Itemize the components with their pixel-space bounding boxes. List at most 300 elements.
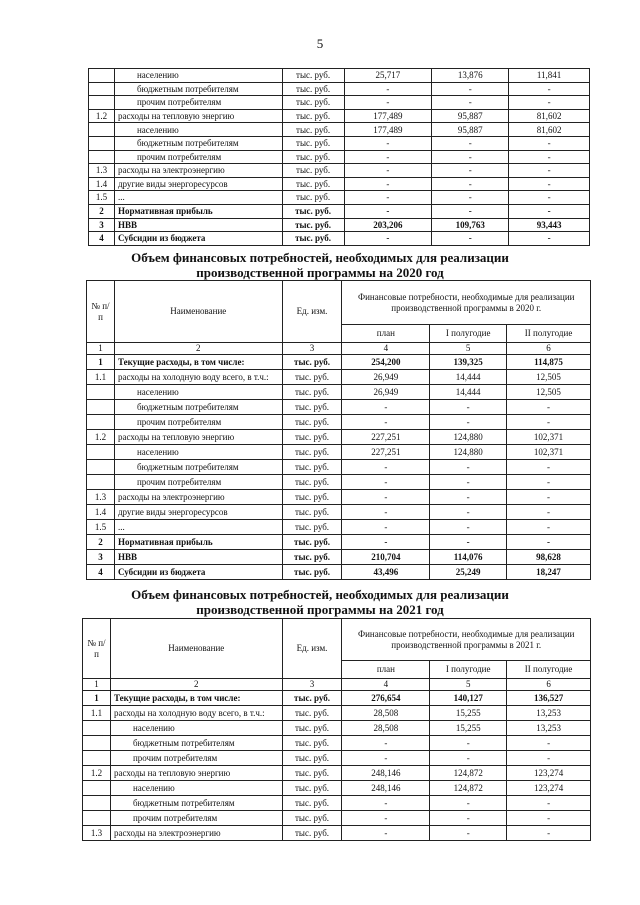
row-h2-cell: 12,505 xyxy=(507,370,591,385)
header-index: 3 xyxy=(282,343,342,355)
row-unit-cell: тыс. руб. xyxy=(282,766,342,781)
row-plan-cell: 203,206 xyxy=(344,218,432,232)
row-plan-cell: - xyxy=(344,204,432,218)
row-plan-cell: 177,489 xyxy=(344,123,432,137)
row-h1-cell: 139,325 xyxy=(430,355,507,370)
row-name-cell: ... xyxy=(114,520,282,535)
section-title-2021 xyxy=(0,587,640,617)
row-h1-cell: - xyxy=(432,232,509,246)
row-h1-cell: - xyxy=(430,736,507,751)
row-name-cell: расходы на тепловую энергию xyxy=(114,430,282,445)
header-h2: II полугодие xyxy=(507,325,591,343)
header-unit: Ед. изм. xyxy=(282,619,342,679)
row-unit-cell: тыс. руб. xyxy=(282,565,342,580)
row-h2-cell: 102,371 xyxy=(507,430,591,445)
header-h2: II полугодие xyxy=(507,661,591,679)
row-unit-cell: тыс. руб. xyxy=(282,475,342,490)
row-h1-cell: - xyxy=(432,82,509,96)
row-unit-cell: тыс. руб. xyxy=(282,177,344,191)
row-h1-cell: - xyxy=(432,204,509,218)
row-h2-cell: 81,602 xyxy=(509,109,590,123)
row-h2-cell: 13,253 xyxy=(507,721,591,736)
header-plan: план xyxy=(342,325,430,343)
row-number-cell: 1.4 xyxy=(87,505,115,520)
row-plan-cell: - xyxy=(342,415,430,430)
row-name-cell: прочим потребителям xyxy=(114,96,282,110)
row-h2-cell: - xyxy=(509,204,590,218)
table-row xyxy=(89,96,590,110)
row-h1-cell: - xyxy=(430,751,507,766)
header-num: № п/п xyxy=(87,281,115,343)
header-group: Финансовые потребности, необходимые для реализации производственной программы в 2021 г. xyxy=(342,619,591,661)
row-h2-cell: - xyxy=(509,191,590,205)
row-plan-cell: - xyxy=(342,811,430,826)
row-name-cell: прочим потребителям xyxy=(110,751,282,766)
row-h1-cell: - xyxy=(430,535,507,550)
row-number-cell xyxy=(87,400,115,415)
row-unit-cell: тыс. руб. xyxy=(282,82,344,96)
row-h1-cell: - xyxy=(430,460,507,475)
row-unit-cell: тыс. руб. xyxy=(282,355,342,370)
table-row xyxy=(87,550,591,565)
row-name-cell: расходы на холодную воду всего, в т.ч.: xyxy=(110,706,282,721)
row-name-cell: расходы на электроэнергию xyxy=(114,164,282,178)
row-h2-cell: 93,443 xyxy=(509,218,590,232)
row-h2-cell: 114,875 xyxy=(507,355,591,370)
row-number-cell xyxy=(87,460,115,475)
row-h1-cell: - xyxy=(432,136,509,150)
row-name-cell: Текущие расходы, в том числе: xyxy=(114,355,282,370)
row-plan-cell: 210,704 xyxy=(342,550,430,565)
row-name-cell: Субсидии из бюджета xyxy=(114,565,282,580)
row-h1-cell: 114,076 xyxy=(430,550,507,565)
table-row xyxy=(87,520,591,535)
table-row xyxy=(87,430,591,445)
row-h2-cell: 98,628 xyxy=(507,550,591,565)
row-unit-cell: тыс. руб. xyxy=(282,136,344,150)
row-h1-cell: - xyxy=(432,164,509,178)
header-index: 4 xyxy=(342,343,430,355)
row-unit-cell: тыс. руб. xyxy=(282,826,342,841)
row-number-cell: 1.3 xyxy=(83,826,111,841)
row-name-cell: населению xyxy=(110,781,282,796)
table-row xyxy=(89,82,590,96)
row-name-cell: бюджетным потребителям xyxy=(110,796,282,811)
row-unit-cell: тыс. руб. xyxy=(282,150,344,164)
header-index: 6 xyxy=(507,343,591,355)
table-row xyxy=(87,460,591,475)
row-plan-cell: - xyxy=(342,475,430,490)
row-name-cell: бюджетным потребителям xyxy=(110,736,282,751)
table-row xyxy=(89,204,590,218)
row-name-cell: Субсидии из бюджета xyxy=(114,232,282,246)
row-h1-cell: - xyxy=(432,177,509,191)
row-unit-cell: тыс. руб. xyxy=(282,490,342,505)
row-plan-cell: - xyxy=(344,177,432,191)
row-number-cell xyxy=(83,736,111,751)
row-name-cell: другие виды энергоресурсов xyxy=(114,505,282,520)
header-name: Наименование xyxy=(110,619,282,679)
row-h1-cell: - xyxy=(430,490,507,505)
header-h1: I полугодие xyxy=(430,661,507,679)
row-number-cell: 1.2 xyxy=(83,766,111,781)
row-h1-cell: 15,255 xyxy=(430,721,507,736)
header-group: Финансовые потребности, необходимые для реализации производственной программы в 2020 г. xyxy=(342,281,591,325)
row-unit-cell: тыс. руб. xyxy=(282,69,344,83)
row-h2-cell: - xyxy=(507,520,591,535)
table-row xyxy=(89,69,590,83)
row-h1-cell: - xyxy=(432,96,509,110)
row-h2-cell: 136,527 xyxy=(507,691,591,706)
table-row xyxy=(89,191,590,205)
row-number-cell: 1.2 xyxy=(89,109,115,123)
row-number-cell xyxy=(83,796,111,811)
row-number-cell xyxy=(89,136,115,150)
row-unit-cell: тыс. руб. xyxy=(282,123,344,137)
row-number-cell: 2 xyxy=(89,204,115,218)
row-h1-cell: 14,444 xyxy=(430,385,507,400)
table-row xyxy=(89,218,590,232)
row-name-cell: населению xyxy=(110,721,282,736)
row-h1-cell: - xyxy=(430,400,507,415)
table-row xyxy=(83,766,591,781)
row-name-cell: НВВ xyxy=(114,550,282,565)
row-h2-cell: - xyxy=(507,751,591,766)
table-row xyxy=(83,736,591,751)
row-h1-cell: - xyxy=(430,811,507,826)
row-name-cell: Нормативная прибыль xyxy=(114,204,282,218)
header-index: 1 xyxy=(87,343,115,355)
row-h1-cell: 13,876 xyxy=(432,69,509,83)
row-h2-cell: - xyxy=(507,826,591,841)
row-name-cell: бюджетным потребителям xyxy=(114,460,282,475)
row-unit-cell: тыс. руб. xyxy=(282,164,344,178)
row-number-cell xyxy=(89,82,115,96)
row-h1-cell: 14,444 xyxy=(430,370,507,385)
row-plan-cell: 43,496 xyxy=(342,565,430,580)
table-row xyxy=(87,370,591,385)
section-title-2020 xyxy=(0,250,640,280)
row-h1-cell: 140,127 xyxy=(430,691,507,706)
row-plan-cell: 177,489 xyxy=(344,109,432,123)
header-name: Наименование xyxy=(114,281,282,343)
header-index: 5 xyxy=(430,679,507,691)
row-h2-cell: - xyxy=(509,164,590,178)
row-unit-cell: тыс. руб. xyxy=(282,218,344,232)
row-unit-cell: тыс. руб. xyxy=(282,232,344,246)
row-h2-cell: 102,371 xyxy=(507,445,591,460)
table-row xyxy=(89,232,590,246)
row-h1-cell: 124,872 xyxy=(430,766,507,781)
table-row xyxy=(89,164,590,178)
row-h2-cell: 18,247 xyxy=(507,565,591,580)
row-h1-cell: - xyxy=(432,191,509,205)
row-plan-cell: 26,949 xyxy=(342,370,430,385)
row-h2-cell: - xyxy=(507,475,591,490)
table-row xyxy=(83,721,591,736)
table-row xyxy=(87,505,591,520)
row-unit-cell: тыс. руб. xyxy=(282,191,344,205)
row-plan-cell: - xyxy=(342,751,430,766)
row-unit-cell: тыс. руб. xyxy=(282,550,342,565)
row-plan-cell: - xyxy=(342,736,430,751)
row-h2-cell: - xyxy=(507,796,591,811)
row-unit-cell: тыс. руб. xyxy=(282,796,342,811)
table-row xyxy=(87,490,591,505)
header-index: 6 xyxy=(507,679,591,691)
row-unit-cell: тыс. руб. xyxy=(282,706,342,721)
row-number-cell xyxy=(83,721,111,736)
row-number-cell: 1.1 xyxy=(87,370,115,385)
row-h1-cell: - xyxy=(430,796,507,811)
row-h1-cell: - xyxy=(430,520,507,535)
row-h2-cell: - xyxy=(507,736,591,751)
row-plan-cell: - xyxy=(344,136,432,150)
header-plan: план xyxy=(342,661,430,679)
table-header xyxy=(83,619,591,691)
row-number-cell: 4 xyxy=(87,565,115,580)
row-h2-cell: - xyxy=(507,400,591,415)
row-name-cell: расходы на тепловую энергию xyxy=(114,109,282,123)
row-number-cell: 3 xyxy=(89,218,115,232)
table-row xyxy=(87,445,591,460)
row-unit-cell: тыс. руб. xyxy=(282,204,344,218)
row-unit-cell: тыс. руб. xyxy=(282,385,342,400)
table-row xyxy=(83,811,591,826)
row-h2-cell: - xyxy=(509,232,590,246)
row-name-cell: прочим потребителям xyxy=(114,150,282,164)
row-number-cell: 1.5 xyxy=(89,191,115,205)
header-index: 2 xyxy=(114,343,282,355)
row-h1-cell: 15,255 xyxy=(430,706,507,721)
row-h2-cell: - xyxy=(509,136,590,150)
table-row xyxy=(87,565,591,580)
table-row xyxy=(89,109,590,123)
row-name-cell: бюджетным потребителям xyxy=(114,82,282,96)
row-number-cell: 3 xyxy=(87,550,115,565)
row-plan-cell: - xyxy=(342,505,430,520)
row-plan-cell: 227,251 xyxy=(342,430,430,445)
row-plan-cell: - xyxy=(342,490,430,505)
header-num: № п/п xyxy=(83,619,111,679)
section-title-line: производственной программы на 2021 год xyxy=(196,602,444,617)
row-name-cell: расходы на электроэнергию xyxy=(114,490,282,505)
table-row xyxy=(89,150,590,164)
row-h2-cell: 12,505 xyxy=(507,385,591,400)
row-plan-cell: - xyxy=(344,232,432,246)
row-plan-cell: - xyxy=(344,82,432,96)
row-name-cell: прочим потребителям xyxy=(114,475,282,490)
row-number-cell xyxy=(89,96,115,110)
row-number-cell xyxy=(83,781,111,796)
row-plan-cell: - xyxy=(342,796,430,811)
row-h1-cell: - xyxy=(430,505,507,520)
table-2021 xyxy=(82,618,591,841)
row-number-cell: 1.4 xyxy=(89,177,115,191)
row-number-cell xyxy=(89,69,115,83)
row-plan-cell: 28,508 xyxy=(342,706,430,721)
row-plan-cell: - xyxy=(344,191,432,205)
row-plan-cell: 25,717 xyxy=(344,69,432,83)
row-unit-cell: тыс. руб. xyxy=(282,370,342,385)
row-plan-cell: - xyxy=(342,826,430,841)
row-h2-cell: - xyxy=(509,177,590,191)
page-number: 5 xyxy=(316,36,324,51)
table-row xyxy=(87,475,591,490)
row-name-cell: населению xyxy=(114,69,282,83)
row-plan-cell: - xyxy=(342,460,430,475)
table-body xyxy=(89,69,590,246)
header-unit: Ед. изм. xyxy=(282,281,342,343)
row-h1-cell: 95,887 xyxy=(432,123,509,137)
row-h1-cell: 124,872 xyxy=(430,781,507,796)
row-name-cell: населению xyxy=(114,445,282,460)
row-name-cell: расходы на тепловую энергию xyxy=(110,766,282,781)
row-h2-cell: - xyxy=(507,490,591,505)
row-unit-cell: тыс. руб. xyxy=(282,400,342,415)
row-unit-cell: тыс. руб. xyxy=(282,109,344,123)
table-2020 xyxy=(86,280,591,580)
row-unit-cell: тыс. руб. xyxy=(282,721,342,736)
table-row xyxy=(87,535,591,550)
row-number-cell: 1 xyxy=(87,355,115,370)
table-body xyxy=(83,691,591,841)
row-name-cell: другие виды энергоресурсов xyxy=(114,177,282,191)
table-row xyxy=(89,123,590,137)
row-plan-cell: - xyxy=(342,400,430,415)
row-unit-cell: тыс. руб. xyxy=(282,430,342,445)
table-row xyxy=(87,355,591,370)
table-row xyxy=(83,706,591,721)
header-index: 2 xyxy=(110,679,282,691)
row-plan-cell: - xyxy=(342,535,430,550)
row-unit-cell: тыс. руб. xyxy=(282,781,342,796)
row-name-cell: ... xyxy=(114,191,282,205)
row-plan-cell: 227,251 xyxy=(342,445,430,460)
table-header xyxy=(87,281,591,355)
row-plan-cell: 28,508 xyxy=(342,721,430,736)
table-row xyxy=(83,751,591,766)
row-unit-cell: тыс. руб. xyxy=(282,460,342,475)
table-row xyxy=(83,796,591,811)
row-h2-cell: - xyxy=(507,535,591,550)
row-plan-cell: 248,146 xyxy=(342,781,430,796)
row-name-cell: НВВ xyxy=(114,218,282,232)
row-number-cell: 1.2 xyxy=(87,430,115,445)
row-h2-cell: 123,274 xyxy=(507,766,591,781)
row-name-cell: бюджетным потребителям xyxy=(114,136,282,150)
row-unit-cell: тыс. руб. xyxy=(282,736,342,751)
row-h1-cell: - xyxy=(430,826,507,841)
row-h2-cell: - xyxy=(509,96,590,110)
table-row xyxy=(83,781,591,796)
row-unit-cell: тыс. руб. xyxy=(282,691,342,706)
row-number-cell: 1.5 xyxy=(87,520,115,535)
section-title-line: Объем финансовых потребностей, необходимых для реализации xyxy=(131,587,509,602)
row-name-cell: населению xyxy=(114,385,282,400)
row-number-cell xyxy=(89,123,115,137)
row-plan-cell: 248,146 xyxy=(342,766,430,781)
row-h1-cell: 124,880 xyxy=(430,430,507,445)
table-row xyxy=(87,400,591,415)
row-h2-cell: 13,253 xyxy=(507,706,591,721)
row-unit-cell: тыс. руб. xyxy=(282,415,342,430)
table-row xyxy=(87,415,591,430)
row-h2-cell: - xyxy=(507,811,591,826)
section-title-line: производственной программы на 2020 год xyxy=(196,265,444,280)
row-number-cell xyxy=(87,475,115,490)
table-row xyxy=(89,177,590,191)
row-number-cell: 1 xyxy=(83,691,111,706)
row-unit-cell: тыс. руб. xyxy=(282,535,342,550)
row-unit-cell: тыс. руб. xyxy=(282,520,342,535)
row-name-cell: бюджетным потребителям xyxy=(114,400,282,415)
row-number-cell xyxy=(87,385,115,400)
row-name-cell: населению xyxy=(114,123,282,137)
row-unit-cell: тыс. руб. xyxy=(282,96,344,110)
row-number-cell xyxy=(89,150,115,164)
row-name-cell: прочим потребителям xyxy=(114,415,282,430)
section-title-line: Объем финансовых потребностей, необходимых для реализации xyxy=(131,250,509,265)
row-number-cell: 1.3 xyxy=(87,490,115,505)
header-index: 5 xyxy=(430,343,507,355)
row-number-cell: 1.1 xyxy=(83,706,111,721)
row-unit-cell: тыс. руб. xyxy=(282,445,342,460)
header-index: 4 xyxy=(342,679,430,691)
row-number-cell: 2 xyxy=(87,535,115,550)
row-h2-cell: - xyxy=(509,150,590,164)
row-unit-cell: тыс. руб. xyxy=(282,811,342,826)
row-unit-cell: тыс. руб. xyxy=(282,505,342,520)
row-h2-cell: - xyxy=(507,505,591,520)
row-number-cell xyxy=(87,415,115,430)
table-body xyxy=(87,355,591,580)
row-number-cell: 1.3 xyxy=(89,164,115,178)
header-h1: I полугодие xyxy=(430,325,507,343)
row-h1-cell: 95,887 xyxy=(432,109,509,123)
row-h1-cell: 124,880 xyxy=(430,445,507,460)
table-row xyxy=(89,136,590,150)
header-index: 1 xyxy=(83,679,111,691)
row-name-cell: прочим потребителям xyxy=(110,811,282,826)
row-h2-cell: 123,274 xyxy=(507,781,591,796)
row-h2-cell: - xyxy=(507,460,591,475)
row-plan-cell: - xyxy=(344,164,432,178)
table-row xyxy=(83,691,591,706)
row-plan-cell: - xyxy=(344,150,432,164)
row-plan-cell: 276,654 xyxy=(342,691,430,706)
table-row xyxy=(87,385,591,400)
row-name-cell: расходы на холодную воду всего, в т.ч.: xyxy=(114,370,282,385)
table-row xyxy=(83,826,591,841)
row-h2-cell: - xyxy=(507,415,591,430)
row-number-cell xyxy=(83,811,111,826)
row-unit-cell: тыс. руб. xyxy=(282,751,342,766)
row-plan-cell: 26,949 xyxy=(342,385,430,400)
row-name-cell: расходы на электроэнергию xyxy=(110,826,282,841)
row-h1-cell: 109,763 xyxy=(432,218,509,232)
row-h2-cell: 11,841 xyxy=(509,69,590,83)
header-index: 3 xyxy=(282,679,342,691)
row-h1-cell: - xyxy=(430,415,507,430)
row-plan-cell: 254,200 xyxy=(342,355,430,370)
row-h1-cell: - xyxy=(430,475,507,490)
row-number-cell: 4 xyxy=(89,232,115,246)
row-plan-cell: - xyxy=(344,96,432,110)
row-h1-cell: - xyxy=(432,150,509,164)
row-name-cell: Нормативная прибыль xyxy=(114,535,282,550)
row-h2-cell: - xyxy=(509,82,590,96)
